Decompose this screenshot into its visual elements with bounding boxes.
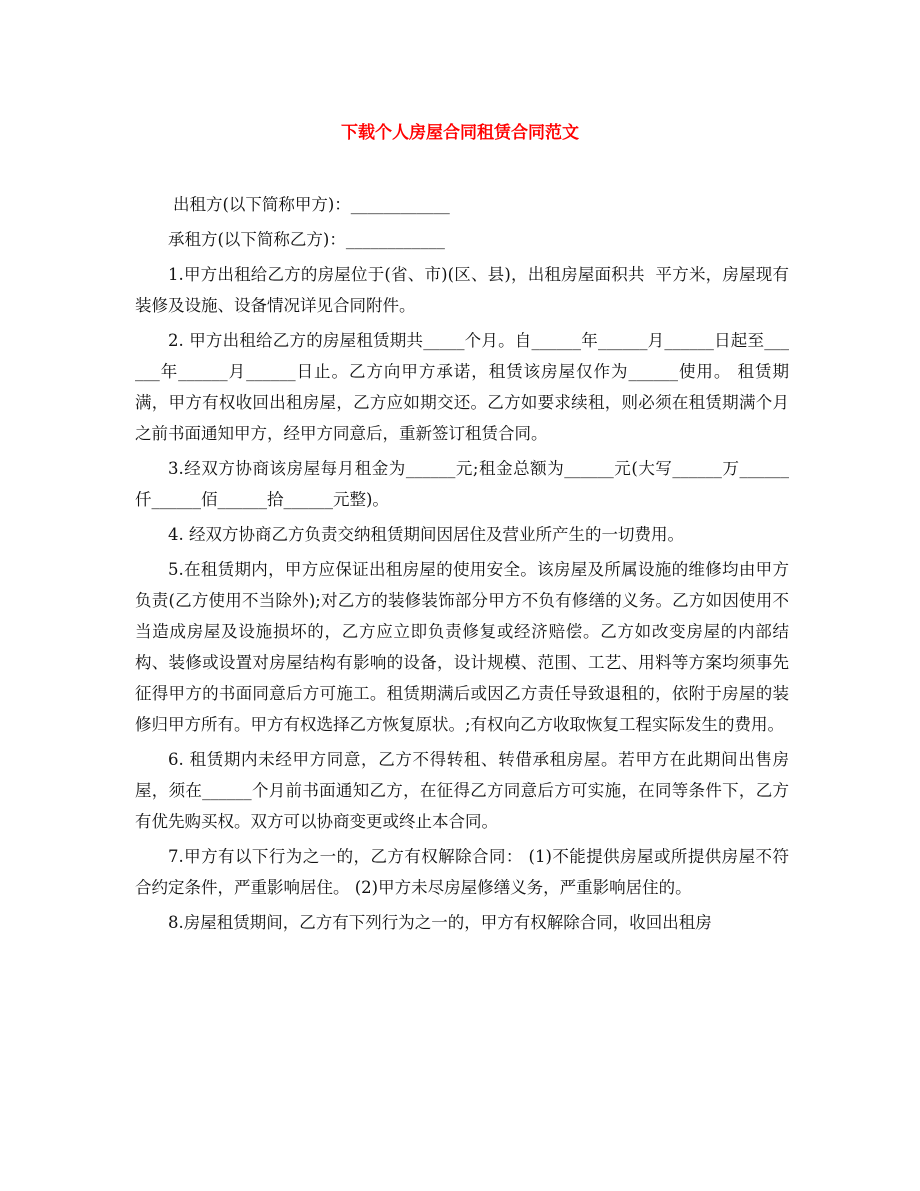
paragraph-lessee: 承租方(以下简称乙方)：____________	[168, 230, 445, 249]
paragraph-clause-6: 6. 租赁期内未经甲方同意，乙方不得转租、转借承租房屋。若甲方在此期间出售房屋，须在______个月前书面通知乙方，在征得乙方同意后方可实施，在同等条件下，乙方有优先购买权。双方可以协商变更或终止本合同。	[135, 750, 789, 831]
paragraph-clause-1: 1.甲方出租给乙方的房屋位于(省、市)(区、县)，出租房屋面积共 平方米，房屋现有装修及设施、设备情况详见合同附件。	[135, 265, 789, 315]
paragraph-clause-8: 8.房屋租赁期间，乙方有下列行为之一的，甲方有权解除合同，收回出租房	[168, 913, 712, 932]
paragraph-clause-2: 2. 甲方出租给乙方的房屋租赁期共_____个月。自______年______月______日起至______年______月______日止。乙方向甲方承诺，租赁该房屋仅作为______使用。 租赁期满，甲方有权收回出租房屋，乙方应如期交还。乙方如要求续租，则必须在租赁期满个月之前书面通知甲方，经甲方同意后，重新签订租赁合同。	[135, 331, 789, 443]
paragraph-clause-7: 7.甲方有以下行为之一的，乙方有权解除合同： (1)不能提供房屋或所提供房屋不符合约定条件，严重影响居住。 (2)甲方未尽房屋修缮义务，严重影响居住的。	[135, 847, 789, 897]
document-body	[135, 189, 789, 942]
paragraph-clause-3: 3.经双方协商该房屋每月租金为______元;租金总额为______元(大写______万______仟______佰______拾______元整)。	[135, 459, 789, 509]
paragraph-clause-5: 5.在租赁期内，甲方应保证出租房屋的使用安全。该房屋及所属设施的维修均由甲方负责(乙方使用不当除外);对乙方的装修装饰部分甲方不负有修缮的义务。乙方如因使用不当造成房屋及设施损坏的，乙方应立即负责修复或经济赔偿。乙方如改变房屋的内部结构、装修或设置对房屋结构有影响的设备，设计规模、范围、工艺、用料等方案均须事先征得甲方的书面同意后方可施工。租赁期满后或因乙方责任导致退租的，依附于房屋的装修归甲方所有。甲方有权选择乙方恢复原状。;有权向乙方收取恢复工程实际发生的费用。	[135, 560, 789, 734]
document-title: 下载个人房屋合同租赁合同范文	[341, 123, 579, 143]
paragraph-clause-4: 4. 经双方协商乙方负责交纳租赁期间因居住及营业所产生的一切费用。	[168, 525, 684, 544]
paragraph-lessor: 出租方(以下简称甲方)：____________	[172, 195, 450, 214]
